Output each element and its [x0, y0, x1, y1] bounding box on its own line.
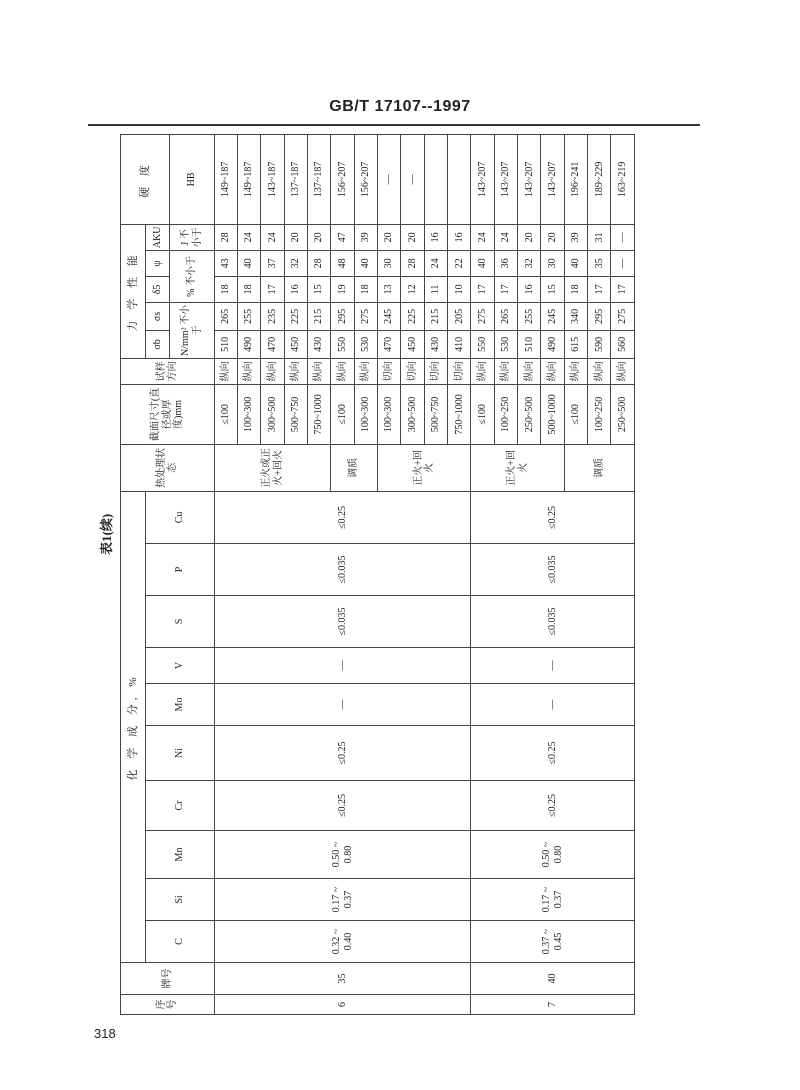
sigma-b-cell: 430 [424, 330, 447, 358]
section-size-cell: 750~1000 [448, 384, 471, 444]
sigma-s-cell: 265 [494, 302, 517, 330]
unit-pct-cell [169, 250, 214, 302]
sigma-s-cell: 295 [331, 302, 354, 330]
aku-cell: 24 [471, 224, 494, 250]
hardness-cell: — [401, 134, 424, 224]
col-header-v: V [146, 648, 214, 684]
sigma-b-cell: 615 [564, 330, 587, 358]
sigma-s-cell: 275 [354, 302, 377, 330]
col-header-p: P [146, 544, 214, 596]
sigma-b-cell: 490 [237, 330, 260, 358]
chem-cr-cell: ≤0.25 [471, 781, 635, 831]
heat-treatment-cell: 正火或正火+回火 [214, 444, 331, 491]
psi-cell: 40 [471, 250, 494, 276]
section-size-cell: 500~750 [284, 384, 307, 444]
col-header-aku: AKU [146, 224, 169, 250]
unit-pct-min: 不小于 [185, 256, 197, 286]
specimen-direction-cell: 纵向 [541, 358, 564, 384]
col-header-heat-treatment: 热处理状态 [121, 444, 215, 491]
specimen-direction-cell: 纵向 [494, 358, 517, 384]
chem-cu-cell: ≤0.25 [214, 491, 471, 543]
sigma-b-cell: 470 [261, 330, 284, 358]
specimen-direction-cell: 切向 [424, 358, 447, 384]
chem-p-cell: ≤0.035 [214, 544, 471, 596]
delta5-cell: 17 [471, 276, 494, 302]
chem-cu-cell: ≤0.25 [471, 491, 635, 543]
sigma-b-cell: 510 [214, 330, 237, 358]
hardness-cell: 143~187 [261, 134, 284, 224]
sigma-b-cell: 530 [354, 330, 377, 358]
chem-mn-cell: 0.50 ~ 0.80 [471, 831, 635, 879]
section-size-cell: 500~1000 [541, 384, 564, 444]
heat-treatment-cell: 正火+回火 [378, 444, 471, 491]
sigma-s-cell: 205 [448, 302, 471, 330]
section-size-cell: 750~1000 [308, 384, 331, 444]
unit-stress-cell [169, 302, 214, 358]
delta5-cell: 13 [378, 276, 401, 302]
sigma-s-cell: 275 [611, 302, 635, 330]
psi-cell: 35 [588, 250, 611, 276]
sigma-b-cell: 550 [331, 330, 354, 358]
delta5-cell: 11 [424, 276, 447, 302]
chem-c-cell: 0.32 ~ 0.40 [214, 921, 471, 963]
section-size-cell: 100~300 [237, 384, 260, 444]
delta5-cell: 18 [214, 276, 237, 302]
aku-cell: 24 [237, 224, 260, 250]
hardness-cell: 156~207 [331, 134, 354, 224]
col-header-si: Si [146, 879, 214, 921]
aku-cell: 20 [401, 224, 424, 250]
col-header-specimen-direction: 试样方向 [121, 358, 215, 384]
seq-cell: 7 [471, 995, 635, 1015]
hardness-cell: 137~187 [308, 134, 331, 224]
col-header-cu: Cu [146, 491, 214, 543]
aku-cell: 39 [564, 224, 587, 250]
delta5-cell: 15 [541, 276, 564, 302]
psi-cell: 22 [448, 250, 471, 276]
specimen-direction-cell: 切向 [401, 358, 424, 384]
hardness-cell: 189~229 [588, 134, 611, 224]
specimen-direction-cell: 纵向 [261, 358, 284, 384]
sigma-s-cell: 215 [308, 302, 331, 330]
psi-cell: 30 [378, 250, 401, 276]
delta5-cell: 17 [494, 276, 517, 302]
chem-mo-cell: — [471, 684, 635, 726]
specimen-direction-cell: 纵向 [354, 358, 377, 384]
sigma-s-cell: 245 [541, 302, 564, 330]
psi-cell: 37 [261, 250, 284, 276]
sigma-s-cell: 255 [237, 302, 260, 330]
delta5-cell: 15 [308, 276, 331, 302]
col-header-mo: Mo [146, 684, 214, 726]
sigma-s-cell: 245 [378, 302, 401, 330]
psi-cell: 32 [284, 250, 307, 276]
hardness-cell: 156~207 [354, 134, 377, 224]
header-rule [88, 124, 700, 126]
sigma-b-cell: 410 [448, 330, 471, 358]
section-size-cell: 300~500 [261, 384, 284, 444]
section-size-cell: 100~300 [378, 384, 401, 444]
sigma-s-cell: 265 [214, 302, 237, 330]
hardness-cell: 137~187 [284, 134, 307, 224]
specimen-direction-cell: 纵向 [331, 358, 354, 384]
sigma-b-cell: 450 [401, 330, 424, 358]
unit-stress-min: 不小于 [180, 304, 203, 336]
section-size-cell: 500~750 [424, 384, 447, 444]
hardness-cell: 143~207 [471, 134, 494, 224]
col-header-ni: Ni [146, 726, 214, 781]
aku-cell: 28 [214, 224, 237, 250]
sigma-s-cell: 235 [261, 302, 284, 330]
col-header-section-size: 截面尺寸(直径或厚度)mm [121, 384, 215, 444]
sigma-b-cell: 550 [471, 330, 494, 358]
chem-si-cell: 0.17 ~ 0.37 [214, 879, 471, 921]
chem-ni-cell: ≤0.25 [214, 726, 471, 781]
rotated-table-wrapper [120, 135, 635, 1015]
col-header-c: C [146, 921, 214, 963]
hardness-cell: 149~187 [237, 134, 260, 224]
chem-v-cell: — [471, 648, 635, 684]
sigma-b-cell: 490 [541, 330, 564, 358]
grade-cell: 40 [471, 963, 635, 995]
col-header-hb: HB [169, 134, 214, 224]
chem-mo-cell: — [214, 684, 471, 726]
col-header-cr: Cr [146, 781, 214, 831]
aku-cell: 20 [518, 224, 541, 250]
aku-cell: 20 [541, 224, 564, 250]
delta5-cell: 12 [401, 276, 424, 302]
col-header-psi: ψ [146, 250, 169, 276]
specimen-direction-cell: 切向 [448, 358, 471, 384]
unit-energy-cell [169, 224, 214, 250]
spec-table [120, 134, 635, 1015]
psi-cell: 40 [564, 250, 587, 276]
delta5-cell: 18 [354, 276, 377, 302]
specimen-direction-cell: 切向 [378, 358, 401, 384]
delta5-cell: 18 [237, 276, 260, 302]
heat-treatment-cell: 正火+回火 [471, 444, 564, 491]
unit-energy-min: 不小于 [180, 227, 203, 248]
psi-cell: 32 [518, 250, 541, 276]
psi-cell: 43 [214, 250, 237, 276]
specimen-direction-cell: 纵向 [588, 358, 611, 384]
sigma-s-cell: 295 [588, 302, 611, 330]
chem-v-cell: — [214, 648, 471, 684]
aku-cell: 20 [308, 224, 331, 250]
table-row [471, 134, 494, 1014]
sigma-s-cell: 340 [564, 302, 587, 330]
chem-p-cell: ≤0.035 [471, 544, 635, 596]
psi-cell: 40 [354, 250, 377, 276]
hardness-cell [424, 134, 447, 224]
aku-cell: 20 [378, 224, 401, 250]
sigma-b-cell: 510 [518, 330, 541, 358]
sigma-s-cell: 225 [284, 302, 307, 330]
aku-cell: — [611, 224, 635, 250]
chem-s-cell: ≤0.035 [471, 596, 635, 648]
chem-ni-cell: ≤0.25 [471, 726, 635, 781]
section-size-cell: ≤100 [564, 384, 587, 444]
section-size-cell: 300~500 [401, 384, 424, 444]
hardness-cell: 143~207 [541, 134, 564, 224]
group-header-chemical: 化 学 成 分, % [121, 491, 146, 962]
hardness-cell [448, 134, 471, 224]
unit-stress: N/mm² [180, 327, 192, 356]
page-header: GB/T 17107--1997 [329, 98, 471, 115]
delta5-cell: 18 [564, 276, 587, 302]
aku-cell: 31 [588, 224, 611, 250]
hardness-cell: 143~207 [518, 134, 541, 224]
sigma-b-cell: 590 [588, 330, 611, 358]
delta5-cell: 19 [331, 276, 354, 302]
psi-cell: 30 [541, 250, 564, 276]
section-size-cell: 250~500 [611, 384, 635, 444]
sigma-b-cell: 560 [611, 330, 635, 358]
delta5-cell: 16 [518, 276, 541, 302]
section-size-cell: 250~500 [518, 384, 541, 444]
psi-cell: 40 [237, 250, 260, 276]
delta5-cell: 16 [284, 276, 307, 302]
table-caption: 表1(续) [99, 513, 114, 555]
chem-si-cell: 0.17 ~ 0.37 [471, 879, 635, 921]
hardness-cell: 149~187 [214, 134, 237, 224]
section-size-cell: ≤100 [471, 384, 494, 444]
hardness-cell: — [378, 134, 401, 224]
aku-cell: 39 [354, 224, 377, 250]
col-header-seq: 序号 [121, 995, 215, 1015]
sigma-s-cell: 275 [471, 302, 494, 330]
sigma-s-cell: 225 [401, 302, 424, 330]
psi-cell: — [611, 250, 635, 276]
sigma-s-cell: 215 [424, 302, 447, 330]
aku-cell: 20 [284, 224, 307, 250]
col-header-sigma-b: σb [146, 330, 169, 358]
group-header-hardness: 硬 度 [121, 134, 170, 224]
col-header-sigma-s: σs [146, 302, 169, 330]
delta5-cell: 17 [588, 276, 611, 302]
col-header-grade: 牌号 [121, 963, 215, 995]
unit-energy: J [180, 241, 192, 246]
hardness-cell: 163~219 [611, 134, 635, 224]
specimen-direction-cell: 纵向 [284, 358, 307, 384]
col-header-s: S [146, 596, 214, 648]
sigma-b-cell: 530 [494, 330, 517, 358]
specimen-direction-cell: 纵向 [237, 358, 260, 384]
section-size-cell: ≤100 [331, 384, 354, 444]
specimen-direction-cell: 纵向 [471, 358, 494, 384]
col-header-mn: Mn [146, 831, 214, 879]
specimen-direction-cell: 纵向 [308, 358, 331, 384]
sigma-b-cell: 470 [378, 330, 401, 358]
hardness-cell: 143~207 [494, 134, 517, 224]
psi-cell: 48 [331, 250, 354, 276]
section-size-cell: ≤100 [214, 384, 237, 444]
sigma-b-cell: 450 [284, 330, 307, 358]
psi-cell: 36 [494, 250, 517, 276]
delta5-cell: 17 [261, 276, 284, 302]
aku-cell: 16 [448, 224, 471, 250]
heat-treatment-cell: 调质 [331, 444, 378, 491]
spec-table-body [121, 134, 635, 1014]
aku-cell: 24 [494, 224, 517, 250]
psi-cell: 28 [401, 250, 424, 276]
specimen-direction-cell: 纵向 [518, 358, 541, 384]
col-header-delta5: δ5 [146, 276, 169, 302]
chem-s-cell: ≤0.035 [214, 596, 471, 648]
delta5-cell: 10 [448, 276, 471, 302]
chem-cr-cell: ≤0.25 [214, 781, 471, 831]
section-size-cell: 100~300 [354, 384, 377, 444]
aku-cell: 16 [424, 224, 447, 250]
chem-c-cell: 0.37 ~ 0.45 [471, 921, 635, 963]
aku-cell: 47 [331, 224, 354, 250]
heat-treatment-cell: 调质 [564, 444, 634, 491]
group-header-mechanical: 力 学 性 能 [121, 224, 146, 358]
specimen-direction-cell: 纵向 [564, 358, 587, 384]
hardness-cell: 196~241 [564, 134, 587, 224]
delta5-cell: 17 [611, 276, 635, 302]
page-number: 318 [94, 1026, 116, 1041]
specimen-direction-cell: 纵向 [611, 358, 635, 384]
section-size-cell: 100~250 [588, 384, 611, 444]
sigma-b-cell: 430 [308, 330, 331, 358]
unit-pct: % [185, 288, 197, 297]
chem-mn-cell: 0.50 ~ 0.80 [214, 831, 471, 879]
grade-cell: 35 [214, 963, 471, 995]
seq-cell: 6 [214, 995, 471, 1015]
aku-cell: 24 [261, 224, 284, 250]
specimen-direction-cell: 纵向 [214, 358, 237, 384]
psi-cell: 28 [308, 250, 331, 276]
section-size-cell: 100~250 [494, 384, 517, 444]
sigma-s-cell: 255 [518, 302, 541, 330]
psi-cell: 24 [424, 250, 447, 276]
table-row [214, 134, 237, 1014]
